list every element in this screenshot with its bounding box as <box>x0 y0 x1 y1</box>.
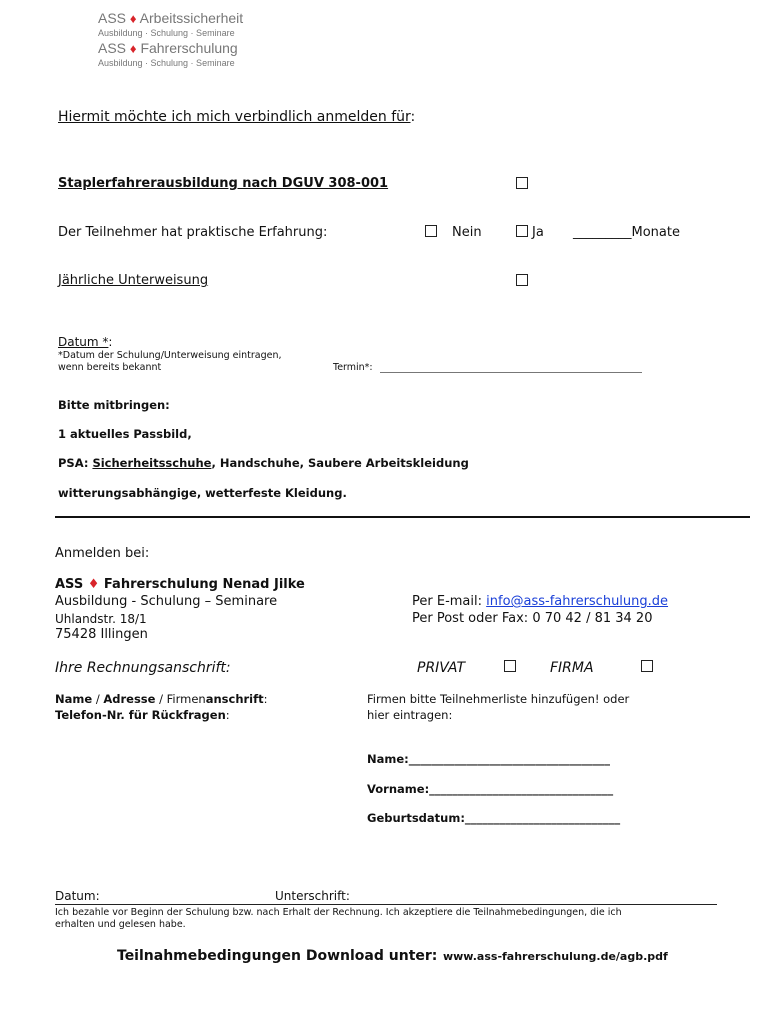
months-label: Monate <box>631 225 680 240</box>
company-street: Uhlandstr. 18/1 <box>55 612 147 626</box>
experience-no-checkbox[interactable] <box>425 225 437 237</box>
logo-brand: ASS <box>98 10 127 26</box>
post-fax-line: Per Post oder Fax: 0 70 42 / 81 34 20 <box>412 611 653 626</box>
logo-brand: ASS <box>98 40 127 56</box>
psa-safety-shoes: Sicherheitsschuhe <box>92 456 212 470</box>
firm-note-2: hier eintragen: <box>367 708 453 722</box>
company-city: 75428 Illingen <box>55 627 148 642</box>
anschrift-bold: anschrift <box>205 692 264 706</box>
billing-company-label: FIRMA <box>550 660 594 676</box>
diamond-icon: ♦ <box>129 11 137 26</box>
logo-line-fahrerschulung <box>98 40 238 56</box>
intro-colon: : <box>410 109 416 125</box>
psa-rest: , Handschuhe, Saubere Arbeitskleidung <box>211 456 469 470</box>
termin-field[interactable] <box>380 372 642 373</box>
phone-bold: Telefon-Nr. für Rückfragen <box>55 708 226 722</box>
intro-heading <box>58 109 415 125</box>
signature-line[interactable] <box>55 904 717 905</box>
footer-url[interactable]: www.ass-fahrerschulung.de/agb.pdf <box>442 950 668 963</box>
bring-item-psa <box>58 456 469 470</box>
course-checkbox[interactable] <box>516 177 528 189</box>
address-bold: Adresse <box>103 692 156 706</box>
footer-label: Teilnahmebedingungen Download unter: <box>117 948 438 964</box>
date-note-1: *Datum der Schulung/Unterweisung eintragen, <box>58 350 282 361</box>
participant-name-field[interactable]: Name:___________________________________ <box>367 752 611 766</box>
firm-note-1: Firmen bitte Teilnehmerliste hinzufügen! oder <box>367 692 630 706</box>
billing-private-label: PRIVAT <box>417 660 466 676</box>
logo-title-fahrerschulung: Fahrerschulung <box>140 40 238 56</box>
experience-yes-checkbox[interactable] <box>516 225 528 237</box>
months-field[interactable]: _________ <box>573 225 632 240</box>
signature-date-label: Datum: <box>55 889 100 903</box>
date-label <box>58 335 112 349</box>
company-brand: ASS <box>55 577 84 592</box>
signature-sign-label: Unterschrift: <box>275 889 350 903</box>
participant-birthdate-field[interactable]: Geburtsdatum:___________________________ <box>367 811 621 825</box>
billing-name-address <box>55 692 268 706</box>
experience-label: Der Teilnehmer hat praktische Erfahrung: <box>58 225 328 240</box>
logo-line-arbeitssicherheit <box>98 10 243 26</box>
bring-item-clothing: witterungsabhängige, wetterfeste Kleidung. <box>58 486 347 500</box>
billing-title: Ihre Rechnungsanschrift: <box>55 660 231 676</box>
name-bold: Name <box>55 692 93 706</box>
intro-text: Hiermit möchte ich mich verbindlich anmelden für <box>58 109 411 125</box>
annual-label-text: Jährliche Unterweisung <box>58 273 209 288</box>
diamond-icon: ♦ <box>129 41 137 56</box>
register-at-label: Anmelden bei: <box>55 546 150 561</box>
bring-item-passbild: 1 aktuelles Passbild, <box>58 427 192 441</box>
section-divider <box>55 516 750 518</box>
slash: / <box>92 692 104 706</box>
company-name-text: Fahrerschulung Nenad Jilke <box>103 577 305 592</box>
bring-title: Bitte mitbringen: <box>58 398 170 412</box>
experience-months <box>573 225 680 240</box>
course-title-text: Staplerfahrerausbildung nach DGUV 308-001 <box>58 176 389 191</box>
email-label: Per E-mail: <box>412 594 482 609</box>
billing-company-checkbox[interactable] <box>641 660 653 672</box>
email-link[interactable]: info@ass-fahrerschulung.de <box>486 594 669 609</box>
psa-prefix: PSA: <box>58 456 89 470</box>
diamond-icon: ♦ <box>87 577 100 592</box>
logo-title-arbeitssicherheit: Arbeitssicherheit <box>139 10 244 26</box>
participant-vorname-field[interactable]: Vorname:________________________________ <box>367 782 614 796</box>
disclaimer-line-2: erhalten und gelesen habe. <box>55 919 186 930</box>
annual-label <box>58 273 518 288</box>
company-name <box>55 577 305 592</box>
experience-yes-label: Ja <box>532 225 544 240</box>
date-label-text: Datum * <box>58 335 109 349</box>
disclaimer-line-1: Ich bezahle vor Beginn der Schulung bzw. nach Erhalt der Rechnung. Ich akzeptiere die Teilnahmebedingungen, die ich <box>55 907 622 918</box>
company-tagline: Ausbildung - Schulung – Seminare <box>55 594 278 609</box>
date-note-2: wenn bereits bekannt <box>58 362 162 373</box>
termin-label: Termin*: <box>333 362 373 373</box>
colon: : <box>263 692 268 706</box>
date-colon: : <box>108 335 113 349</box>
email-line <box>412 594 668 609</box>
billing-private-checkbox[interactable] <box>504 660 516 672</box>
course-title <box>58 176 518 191</box>
slash-firmen: / Firmen <box>155 692 206 706</box>
experience-no-label: Nein <box>452 225 482 240</box>
footer-download <box>117 945 668 964</box>
logo-subtitle: Ausbildung · Schulung · Seminare <box>98 58 235 68</box>
logo-subtitle: Ausbildung · Schulung · Seminare <box>98 28 235 38</box>
phone-colon: : <box>225 708 230 722</box>
billing-phone <box>55 708 230 722</box>
annual-checkbox[interactable] <box>516 274 528 286</box>
